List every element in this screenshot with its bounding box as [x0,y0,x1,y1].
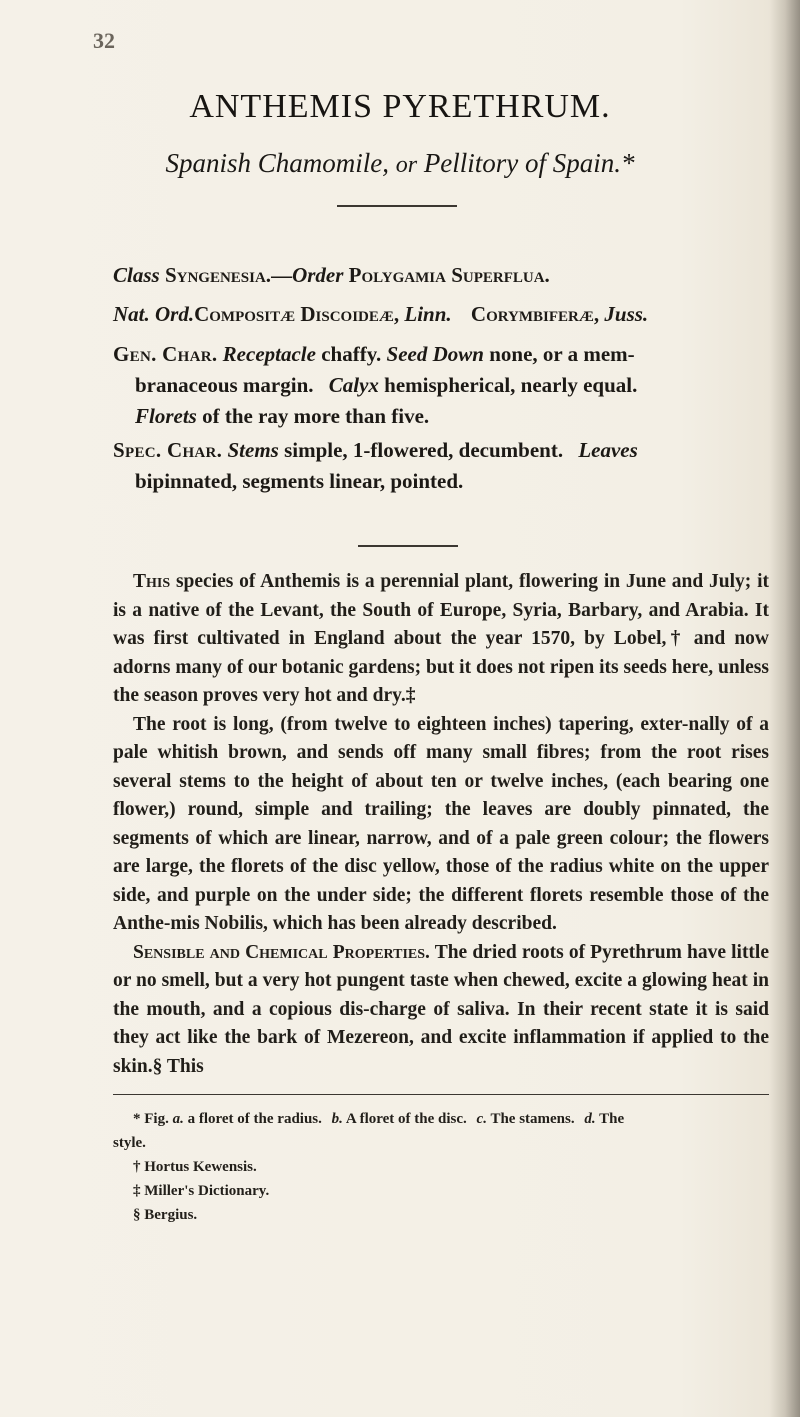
divider-rule-top [337,205,457,207]
nat-ord-value: Compositæ Discoideæ, [194,302,400,326]
calyx-term: Calyx [328,373,379,397]
fig-d: d. [584,1111,596,1127]
paragraph-1-first-word: This [133,571,171,592]
receptacle-term: Receptacle [222,342,316,366]
fig-c-text: The stamens. [490,1111,575,1127]
divider-rule-middle [358,545,458,547]
fig-b: b. [331,1111,343,1127]
specific-character [113,435,771,497]
leaves-term: Leaves [578,438,638,462]
order-value: Polygamia Superflua. [348,263,550,287]
fig-a: a. [172,1111,184,1127]
fig-a-text: a floret of the radius. [187,1111,322,1127]
paragraph-2: The root is long, (from twelve to eighteen inches) tapering, exter-nally of a pale whitish brown, and sends off many small fibres; from the root rises several stems to the height of about ten or twelve inches, (each bearing one flower,) round, simple and trailing; the leaves are doubly pinnated, the segments of which are linear, narrow, and of a pale green colour; the flowers are large, the florets of the disc yellow, those of the radius white on the upper side, and purple on the under side; the different florets resemble those of the Anthe-mis Nobilis, which has been already described. [113,713,769,934]
nat-ord-label: Nat. Ord. [113,302,195,326]
juss-label: Juss. [604,302,649,326]
footnote-bergius: § Bergius. [133,1207,198,1223]
class-value: Syngenesia. [164,263,272,287]
florets-term: Florets [135,404,197,428]
paragraph-3-text: The dried roots of Pyrethrum have little or no smell, but a very hot pungent taste when chewed, excite a glowing heat in the mouth, and a copious dis-charge of saliva. In their recent state it is said they act like the bark of Mezereon, and excite inflammation if applied to the skin.§ This [113,941,769,1077]
calyx-text: hemispherical, nearly equal. [384,373,638,397]
corymbiferae: Corymbiferæ, [470,302,600,326]
properties-heading: Sensible and Chemical Properties. [133,941,430,963]
seed-down-text-2: branaceous margin. [135,373,314,397]
paragraph-3 [113,939,769,1082]
spec-char-label: Spec. Char. [113,438,223,462]
seed-down-text-1: none, or a mem- [489,342,635,366]
gen-char-label: Gen. Char. [113,342,218,366]
footnotes [113,1107,769,1227]
subtitle-or: or [395,152,418,178]
fig-d-text: The [599,1111,625,1127]
receptacle-text: chaffy. [321,342,382,366]
footnote-figure [113,1107,769,1131]
generic-character [113,339,771,432]
page-title: ANTHEMIS PYRETHRUM. [189,88,611,125]
subtitle-part2: Pellitory of Spain.* [423,148,635,178]
footnote-rule [113,1094,769,1095]
order-label: Order [292,263,344,287]
stems-term: Stems [227,438,279,462]
natural-order-line [113,302,763,327]
linn-label: Linn. [404,302,452,326]
footnote-miller: ‡ Miller's Dictionary. [133,1183,270,1199]
footnote-hortus: † Hortus Kewensis. [133,1159,257,1175]
body-text [113,568,769,1081]
fig-c: c. [476,1111,487,1127]
footnote-figure-cont: style. [113,1135,146,1151]
paragraph-1 [113,568,769,711]
stems-text: simple, 1-flowered, decumbent. [284,438,564,462]
seed-down-term: Seed Down [386,342,484,366]
fig-b-text: A floret of the disc. [345,1111,467,1127]
class-line [113,263,763,288]
subtitle-part1: Spanish Chamomile, [165,148,389,178]
paragraph-1-text: species of Anthemis is a perennial plant, flowering in June and July; it is a native of the Levant, the South of Europe, Syria, Barbary, and Arabia. It was first cultivated in England about the year 1570, by Lobel,† and now adorns many of our botanic gardens; but it does not ripen its seeds here, unless the season proves very hot and dry.‡ [113,571,769,706]
class-dash: — [271,263,293,287]
class-label: Class [113,263,160,287]
florets-text: of the ray more than five. [202,404,430,428]
page-edge-shadow [770,0,800,1417]
footnote-fig-label: * Fig. [133,1111,169,1127]
page-subtitle [0,148,800,179]
page-number: 32 [93,28,115,53]
leaves-text: bipinnated, segments linear, pointed. [135,469,464,493]
